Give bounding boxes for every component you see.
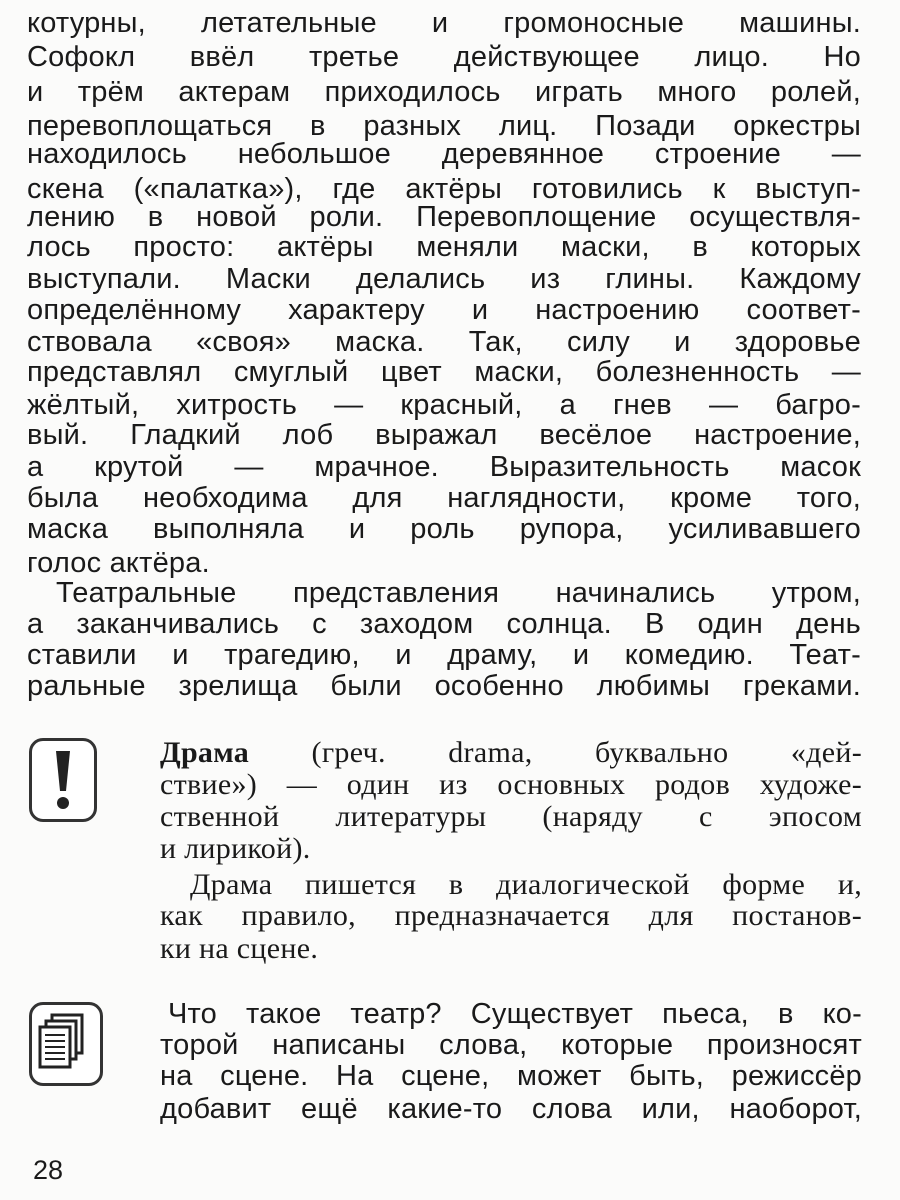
body-line: жёлтый, хитрость — красный, а гнев — багро-	[27, 389, 861, 421]
definition-line: ственной литературы (наряду с эпосом	[160, 800, 862, 833]
documents-icon	[29, 1002, 103, 1086]
definition-line: ки на сцене.	[160, 932, 319, 965]
exclamation-icon	[29, 738, 97, 822]
body-line: а заканчивались с заходом солнца. В один день	[27, 608, 861, 640]
body-line: представлял смуглый цвет маски, болезненность —	[27, 356, 861, 388]
body-line: ральные зрелища были особенно любимы греками.	[27, 670, 861, 702]
definition-text: (греч. drama, буквально «дей-	[249, 736, 862, 769]
discussion-line: Что такое театр? Существует пьеса, в ко-	[168, 998, 862, 1030]
body-line: котурны, летательные и громоносные машины.	[27, 7, 861, 39]
definition-line	[160, 736, 862, 770]
body-line: ставили и трагедию, и драму, и комедию. Теат-	[27, 639, 861, 671]
body-line: выступали. Маски делались из глины. Каждому	[27, 263, 861, 295]
body-line: ствовала «своя» маска. Так, силу и здоровье	[27, 326, 861, 358]
body-line: лению в новой роли. Перевоплощение осуществля-	[27, 201, 861, 233]
body-line: вый. Гладкий лоб выражал весёлое настроение,	[27, 419, 861, 451]
definition-line: Драма пишется в диалогической форме и,	[190, 868, 862, 901]
body-line: маска выполняла и роль рупора, усиливавшего	[27, 513, 861, 545]
discussion-line: торой написаны слова, которые произносят	[160, 1029, 862, 1061]
body-line: лось просто: актёры меняли маски, в которых	[27, 231, 861, 263]
body-line: голос актёра.	[27, 547, 210, 579]
body-line: определённому характеру и настроению соответ-	[27, 294, 861, 326]
page-number: 28	[33, 1155, 64, 1185]
discussion-line: на сцене. На сцене, может быть, режиссёр	[160, 1060, 862, 1092]
body-line: и трём актерам приходилось играть много ролей,	[27, 76, 861, 108]
definition-term: Драма	[160, 736, 250, 769]
body-line: а крутой — мрачное. Выразительность масок	[27, 451, 861, 483]
definition-line: и лирикой).	[160, 832, 311, 865]
definition-line: как правило, предназначается для постанов-	[160, 899, 862, 932]
definition-line: ствие») — один из основных родов художе-	[160, 768, 862, 801]
body-line: скена («палатка»), где актёры готовились к выступ-	[27, 173, 861, 205]
body-line: Софокл ввёл третье действующее лицо. Но	[27, 41, 861, 73]
body-line: находилось небольшое деревянное строение —	[27, 138, 861, 170]
body-line: была необходима для наглядности, кроме того,	[27, 482, 861, 514]
body-line: Театральные представления начинались утром,	[56, 577, 861, 609]
discussion-line: добавит ещё какие-то слова или, наоборот,	[160, 1093, 862, 1125]
body-line: перевоплощаться в разных лиц. Позади оркестры	[27, 110, 861, 142]
